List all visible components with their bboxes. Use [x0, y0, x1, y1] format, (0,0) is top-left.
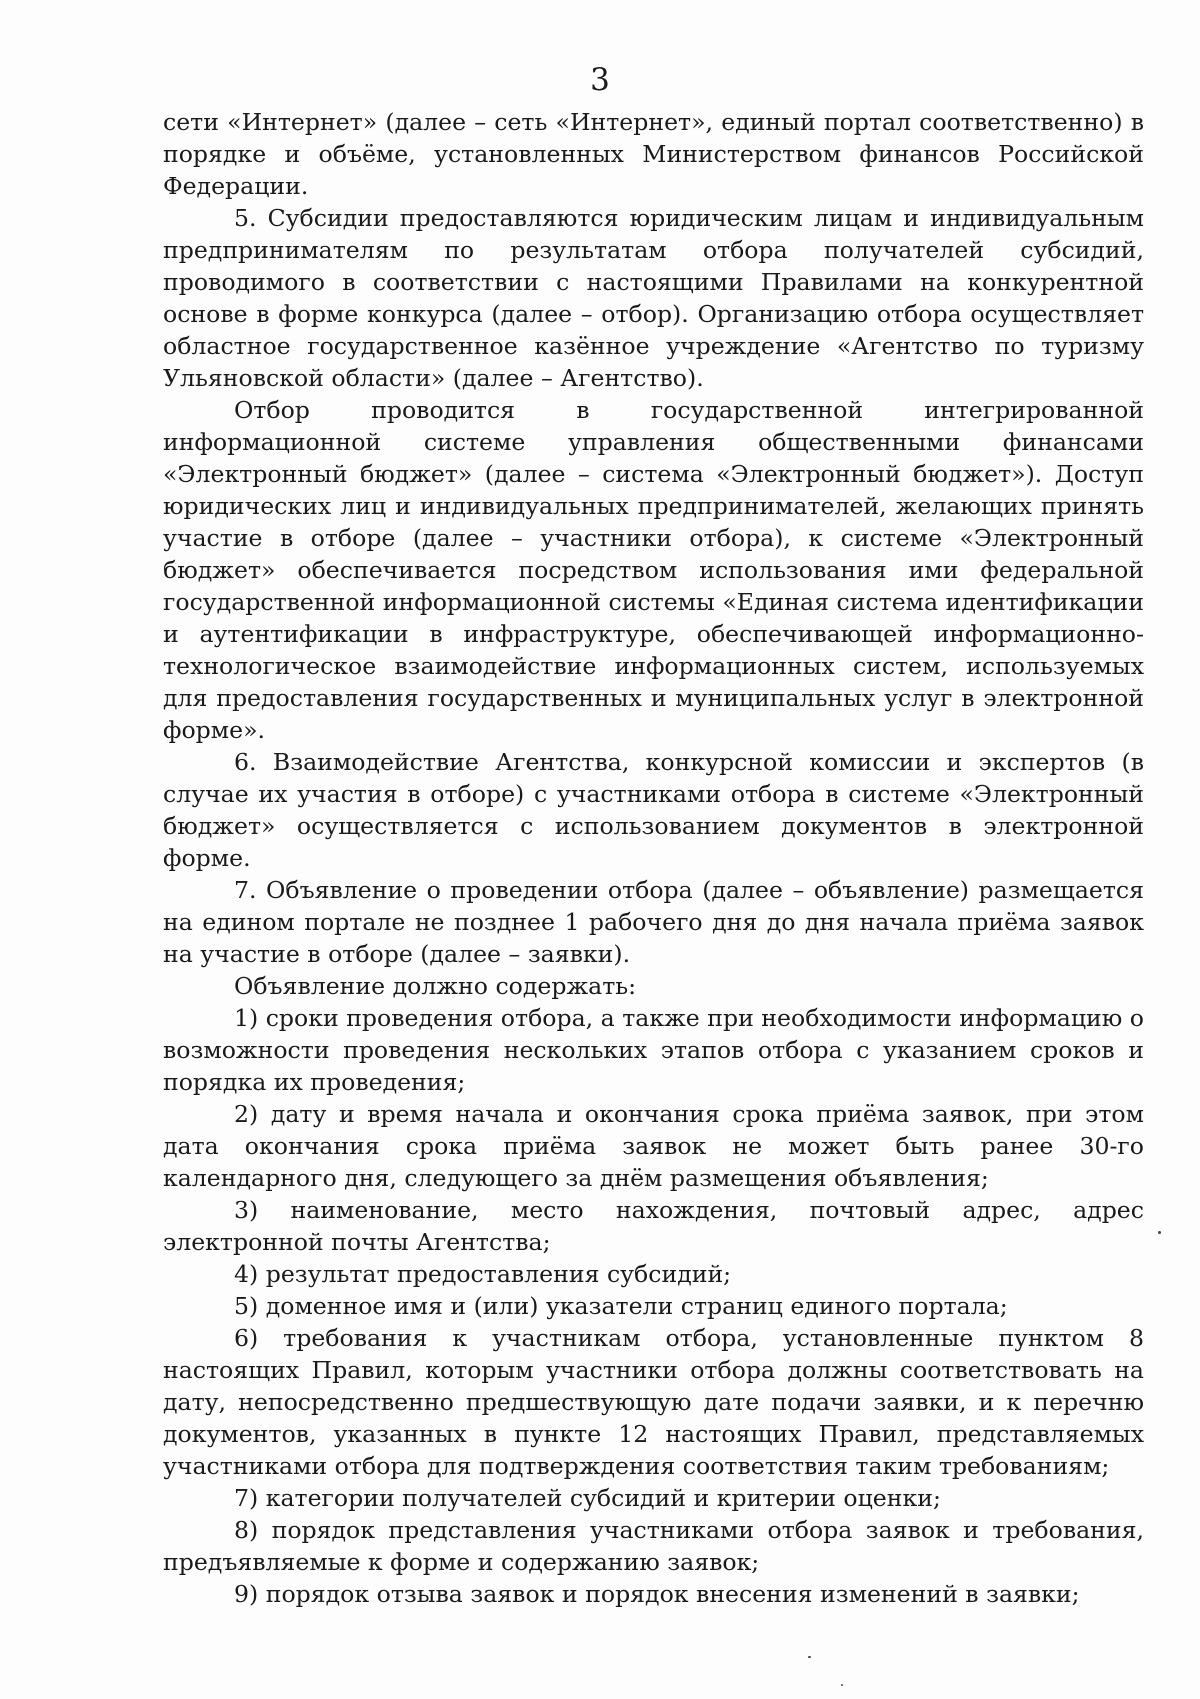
- list-item: 9) порядок отзыва заявок и порядок внесения изменений в заявки;: [234, 1580, 1080, 1608]
- scan-speck: [808, 1656, 811, 1658]
- paragraph: сети «Интернет» (далее – сеть «Интернет», единый портал соответственно) в порядке и объёме, установленных Министерством финансов Российской Федерации.: [163, 108, 1144, 200]
- paragraph: Отбор проводится в государственной интегрированной информационной системе управления общественными финансами «Электронный бюджет» (далее – система «Электронный бюджет»). Доступ юридических лиц и индивидуальных предпринимателей, желающих принять участие в отборе (далее – участники отбора), к системе «Электронный бюджет» обеспечивается посредством использования ими федеральной государственной информационной системы «Единая система идентификации и аутентификации в инфраструктуре, обеспечивающей информационно-технологическое взаимодействие информационных систем, используемых для предоставления государственных и муниципальных услуг в электронной форме».: [163, 396, 1144, 744]
- scan-speck: [1158, 1231, 1161, 1234]
- paragraph: Объявление должно содержать:: [234, 972, 637, 1000]
- page-number: 3: [590, 62, 610, 98]
- paragraph: 6. Взаимодействие Агентства, конкурсной комиссии и экспертов (в случае их участия в отборе) с участниками отбора в системе «Электронный бюджет» осуществляется с использованием документов в электронной форме.: [163, 748, 1144, 872]
- list-item: 7) категории получателей субсидий и критерии оценки;: [234, 1484, 941, 1512]
- list-item: 8) порядок представления участниками отбора заявок и требования, предъявляемые к форме и содержанию заявок;: [163, 1516, 1144, 1576]
- document-body: [163, 106, 1144, 1610]
- list-item: 1) сроки проведения отбора, а также при необходимости информацию о возможности проведения нескольких этапов отбора с указанием сроков и порядка их проведения;: [163, 1004, 1144, 1096]
- list-item: 5) доменное имя и (или) указатели страниц единого портала;: [234, 1292, 1008, 1320]
- scan-speck: [841, 1684, 843, 1686]
- paragraph: 7. Объявление о проведении отбора (далее – объявление) размещается на едином портале не позднее 1 рабочего дня до дня начала приёма заявок на участие в отборе (далее – заявки).: [163, 876, 1144, 968]
- paragraph: 5. Субсидии предоставляются юридическим лицам и индивидуальным предпринимателям по результатам отбора получателей субсидий, проводимого в соответствии с настоящими Правилами на конкурентной основе в форме конкурса (далее – отбор). Организацию отбора осуществляет областное государственное казённое учреждение «Агентство по туризму Ульяновской области» (далее – Агентство).: [163, 204, 1144, 392]
- list-item: 2) дату и время начала и окончания срока приёма заявок, при этом дата окончания срока приёма заявок не может быть ранее 30-го календарного дня, следующего за днём размещения объявления;: [163, 1100, 1144, 1192]
- list-item: 3) наименование, место нахождения, почтовый адрес, адрес электронной почты Агентства;: [163, 1196, 1144, 1256]
- list-item: 6) требования к участникам отбора, установленные пунктом 8 настоящих Правил, которым участники отбора должны соответствовать на дату, непосредственно предшествующую дате подачи заявки, и к перечню документов, указанных в пункте 12 настоящих Правил, представляемых участниками отбора для подтверждения соответствия таким требованиям;: [163, 1324, 1144, 1480]
- list-item: 4) результат предоставления субсидий;: [234, 1260, 732, 1288]
